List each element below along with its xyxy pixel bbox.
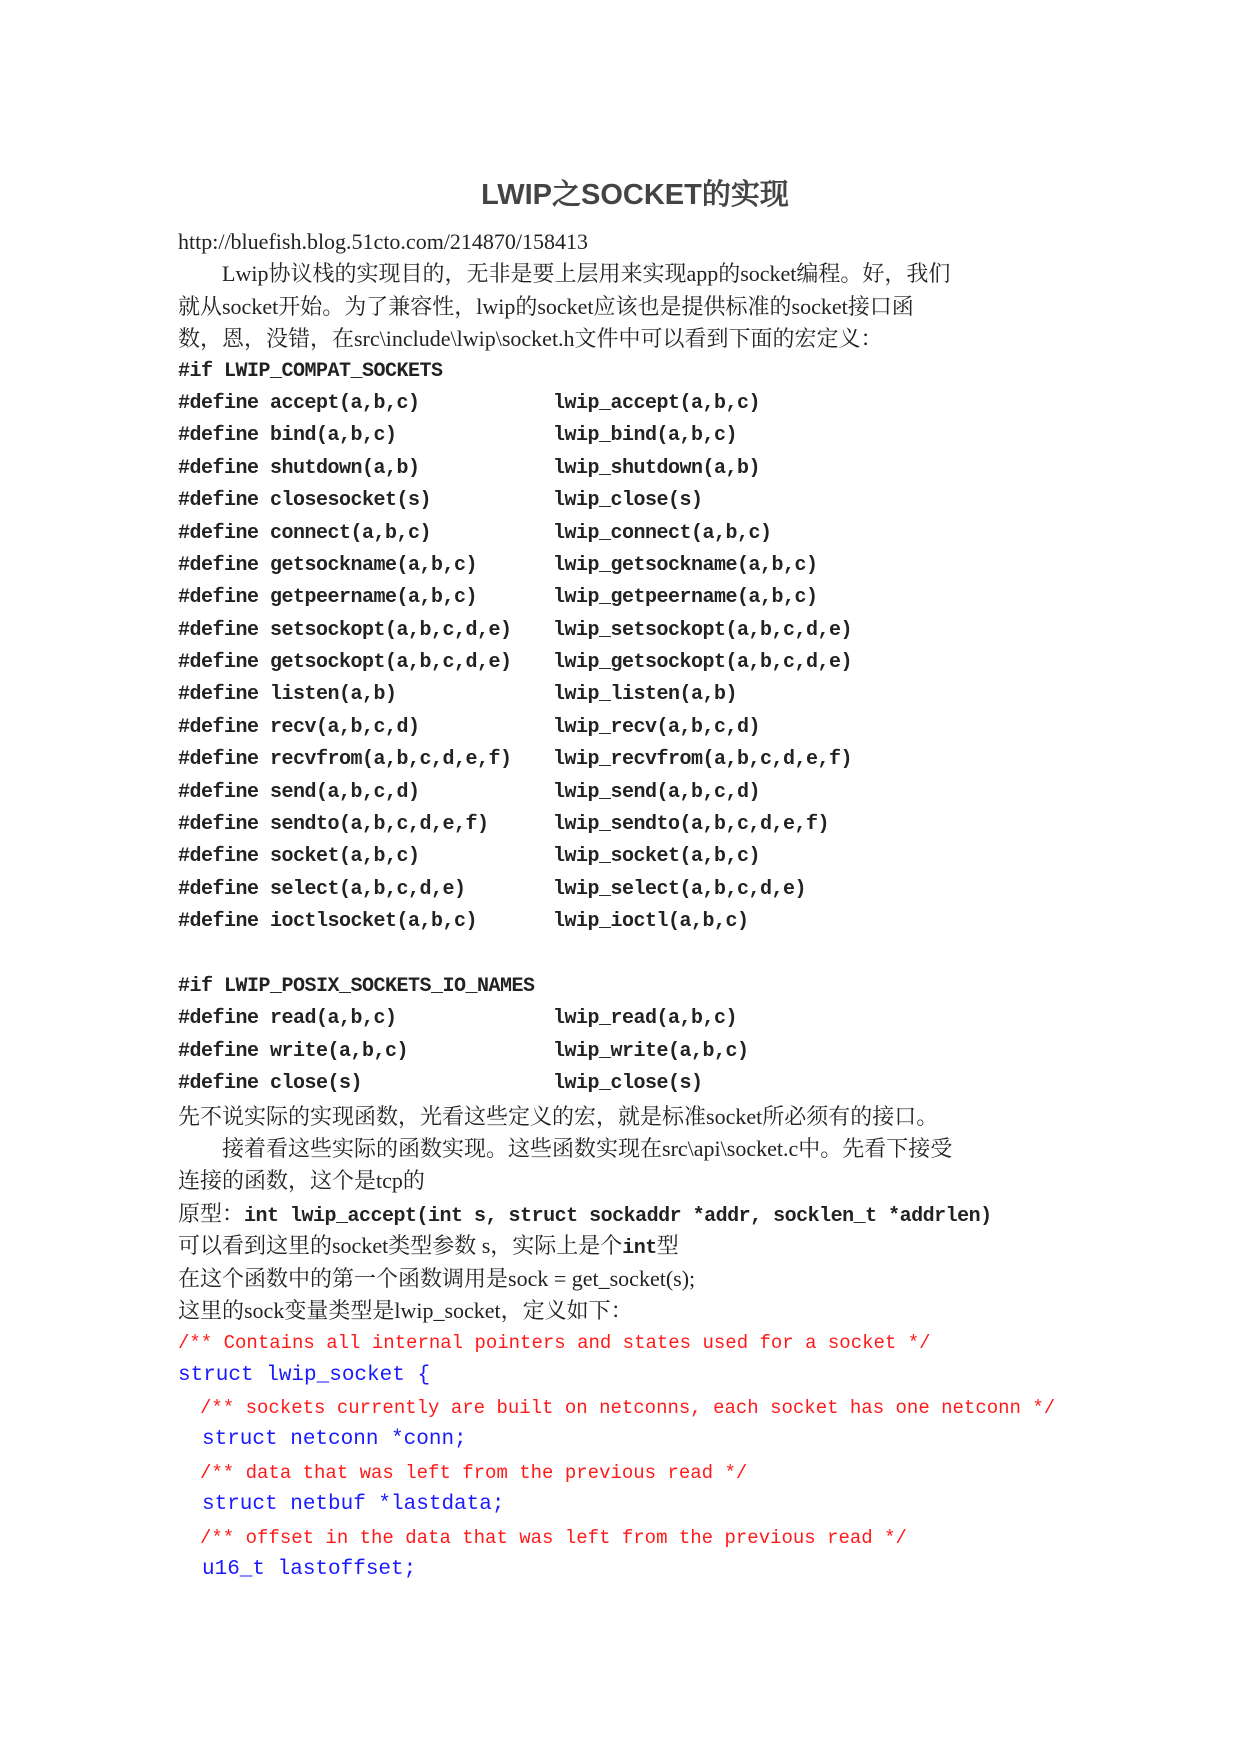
define-macro: #define ioctlsocket(a,b,c) [178, 910, 478, 934]
define-macro: #define setsockopt(a,b,c,d,e) [178, 618, 512, 642]
blank-line [178, 939, 1108, 971]
define-row [178, 420, 1108, 452]
text-line: 连接的函数，这个是tcp的 [178, 1168, 425, 1194]
define-macro: #define send(a,b,c,d) [178, 780, 420, 804]
define-target: lwip_send(a,b,c,d) [553, 780, 761, 804]
define-target: lwip_getsockname(a,b,c) [553, 553, 818, 577]
define-target: lwip_ioctl(a,b,c) [553, 910, 749, 934]
intro-line: 就从socket开始。为了兼容性，lwip的socket应该也是提供标准的socket接口函 [178, 293, 914, 319]
code-line: struct lwip_socket { [178, 1363, 431, 1387]
code-comment: /** Contains all internal pointers and states used for a socket */ [178, 1332, 931, 1355]
page-title: LWIP之SOCKET的实现 [481, 179, 789, 211]
define-macro: #define listen(a,b) [178, 683, 397, 707]
code-comment: /** sockets currently are built on netconns, each socket has one netconn */ [200, 1397, 1056, 1420]
define-target: lwip_recvfrom(a,b,c,d,e,f) [553, 748, 853, 772]
define-target: lwip_getsockopt(a,b,c,d,e) [553, 651, 853, 675]
define-row [178, 1068, 1108, 1100]
define-macro: #define recvfrom(a,b,c,d,e,f) [178, 748, 512, 772]
text-span: 型 [656, 1233, 679, 1259]
define-row [178, 550, 1108, 582]
prototype-label: 原型： [178, 1200, 245, 1226]
define-row [178, 712, 1108, 744]
code-line: struct netbuf *lastdata; [202, 1493, 505, 1517]
code-comment: /** offset in the data that was left from the previous read */ [200, 1526, 907, 1549]
text-line: 在这个函数中的第一个函数调用是sock = get_socket(s); [178, 1265, 696, 1291]
define-macro: #define shutdown(a,b) [178, 456, 420, 480]
document-body [178, 226, 1108, 1586]
text-line: 先不说实际的实现函数，光看这些定义的宏，就是标准socket所必须有的接口。 [178, 1103, 939, 1129]
define-target: lwip_accept(a,b,c) [553, 391, 761, 415]
define-target: lwip_close(s) [553, 1072, 703, 1096]
define-macro: #define write(a,b,c) [178, 1039, 409, 1063]
intro-line: 数，恩，没错，在src\include\lwip\socket.h文件中可以看到下面的宏定义： [178, 326, 883, 352]
define-row [178, 485, 1108, 517]
define-row [178, 582, 1108, 614]
define-macro: #define getpeername(a,b,c) [178, 586, 478, 610]
prototype-line [178, 1198, 1108, 1230]
define-macro: #define socket(a,b,c) [178, 845, 420, 869]
define-target: lwip_read(a,b,c) [553, 1007, 738, 1031]
define-row [178, 906, 1108, 938]
code-line: u16_t lastoffset; [202, 1558, 417, 1582]
text-line [178, 1230, 1108, 1262]
compat-defines [178, 388, 1108, 939]
define-macro: #define sendto(a,b,c,d,e,f) [178, 813, 489, 837]
define-row [178, 615, 1108, 647]
code-comment: /** data that was left from the previous read */ [200, 1461, 748, 1484]
define-row [178, 388, 1108, 420]
define-target: lwip_shutdown(a,b) [553, 456, 761, 480]
posix-if: #if LWIP_POSIX_SOCKETS_IO_NAMES [178, 974, 535, 998]
define-row [178, 518, 1108, 550]
define-row [178, 1003, 1108, 1035]
define-macro: #define recv(a,b,c,d) [178, 715, 420, 739]
define-macro: #define getsockname(a,b,c) [178, 553, 478, 577]
define-macro: #define bind(a,b,c) [178, 424, 397, 448]
define-target: lwip_listen(a,b) [553, 683, 738, 707]
define-macro: #define read(a,b,c) [178, 1007, 397, 1031]
define-target: lwip_getpeername(a,b,c) [553, 586, 818, 610]
source-url: http://bluefish.blog.51cto.com/214870/158413 [178, 229, 589, 254]
define-target: lwip_select(a,b,c,d,e) [553, 877, 807, 901]
compat-if: #if LWIP_COMPAT_SOCKETS [178, 359, 443, 383]
define-macro: #define closesocket(s) [178, 489, 432, 513]
define-row [178, 874, 1108, 906]
define-row [178, 744, 1108, 776]
prototype-code: int lwip_accept(int s, struct sockaddr *addr, socklen_t *addrlen) [244, 1204, 992, 1228]
define-row [178, 809, 1108, 841]
posix-defines [178, 1003, 1108, 1100]
define-row [178, 841, 1108, 873]
define-target: lwip_socket(a,b,c) [553, 845, 761, 869]
text-span: 可以看到这里的socket类型参数 s，实际上是个 [178, 1233, 623, 1259]
define-row [178, 777, 1108, 809]
define-row [178, 679, 1108, 711]
define-macro: #define accept(a,b,c) [178, 391, 420, 415]
define-target: lwip_bind(a,b,c) [553, 424, 738, 448]
define-macro: #define connect(a,b,c) [178, 521, 432, 545]
define-row [178, 453, 1108, 485]
define-row [178, 1036, 1108, 1068]
text-line: 这里的sock变量类型是lwip_socket，定义如下： [178, 1297, 633, 1323]
define-macro: #define select(a,b,c,d,e) [178, 877, 466, 901]
define-target: lwip_write(a,b,c) [553, 1039, 749, 1063]
text-line: 接着看这些实际的函数实现。这些函数实现在src\api\socket.c中。先看下接受 [222, 1135, 953, 1161]
define-macro: #define getsockopt(a,b,c,d,e) [178, 651, 512, 675]
code-line: struct netconn *conn; [202, 1428, 467, 1452]
intro-line: Lwip协议栈的实现目的，无非是要上层用来实现app的socket编程。好，我们 [222, 261, 951, 287]
define-target: lwip_sendto(a,b,c,d,e,f) [553, 813, 830, 837]
define-target: lwip_close(s) [553, 489, 703, 513]
define-target: lwip_connect(a,b,c) [553, 521, 772, 545]
define-macro: #define close(s) [178, 1072, 363, 1096]
define-target: lwip_recv(a,b,c,d) [553, 715, 761, 739]
define-row [178, 647, 1108, 679]
define-target: lwip_setsockopt(a,b,c,d,e) [553, 618, 853, 642]
int-keyword: int [622, 1237, 657, 1261]
